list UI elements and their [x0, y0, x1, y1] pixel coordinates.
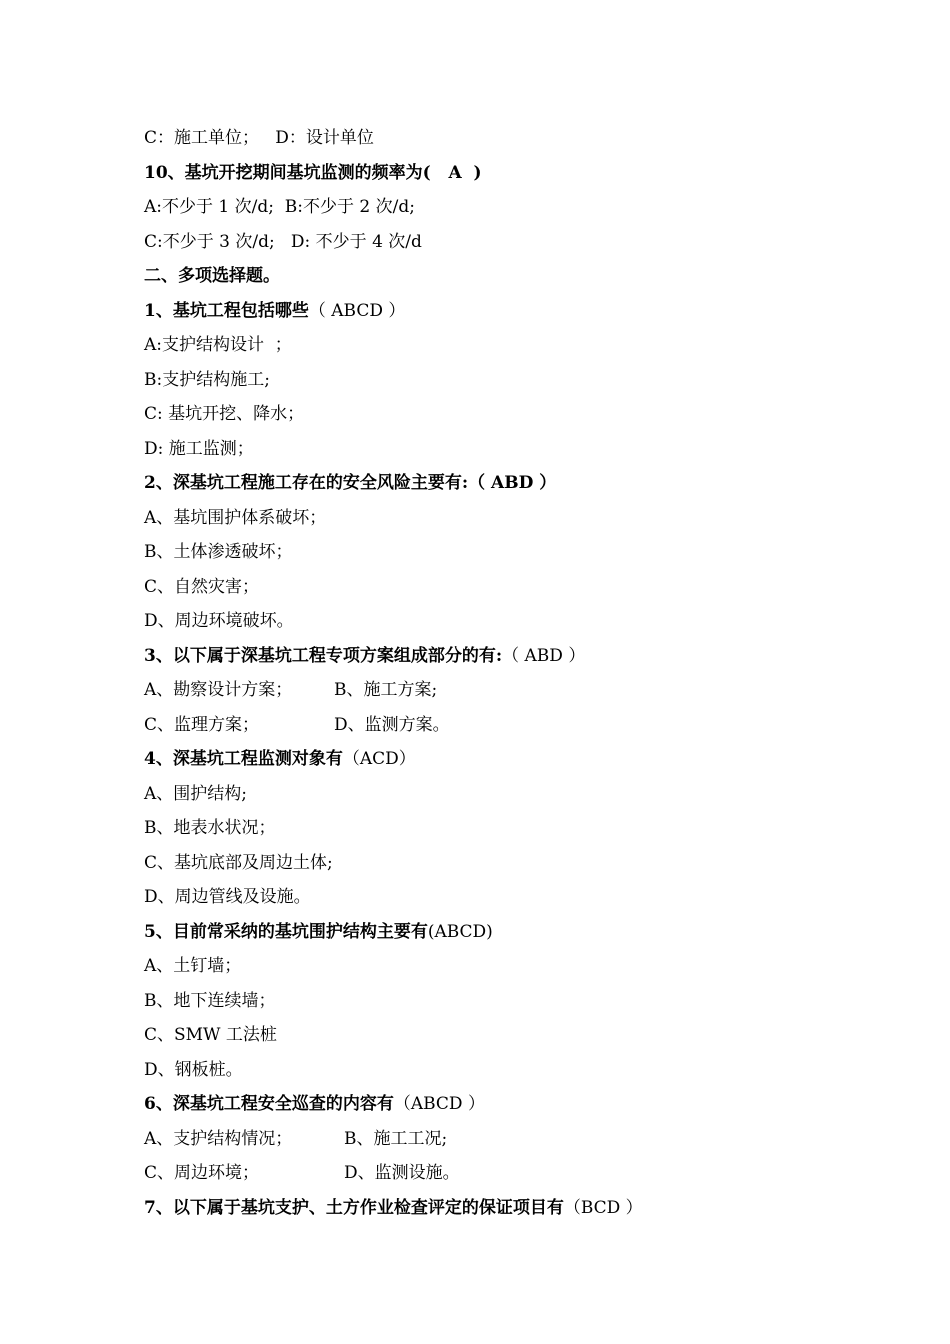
line-text: D、周边管线及设施。	[144, 887, 311, 907]
line-text: C、自然灾害；	[144, 576, 260, 597]
option-line	[144, 535, 844, 570]
question-line	[144, 259, 844, 294]
question-line	[144, 466, 844, 501]
answer-text: （ ABCD ）	[308, 300, 406, 321]
line-text: A、土钉墙；	[144, 956, 242, 976]
line-text: C：施工单位； D：设计单位	[144, 128, 374, 148]
option-line	[144, 949, 844, 984]
line-text: B、地表水状况；	[144, 818, 276, 838]
option-line	[144, 604, 844, 639]
option-line	[144, 673, 844, 708]
answer-text: （ ABD ）	[502, 645, 586, 666]
question-line	[144, 915, 844, 950]
question-line	[144, 639, 844, 674]
option-line	[144, 1156, 844, 1191]
option-line	[144, 190, 844, 225]
line-text: C、周边环境；	[144, 1163, 260, 1183]
answer-text: （BCD ）	[563, 1197, 643, 1218]
option-line	[144, 880, 844, 915]
line-text: C、监理方案；	[144, 714, 260, 735]
line-text: D、钢板桩。	[144, 1059, 243, 1080]
line-text: A、支护结构情况；	[144, 1128, 293, 1149]
line-text: B:支护结构施工;	[144, 369, 270, 390]
line-text: D: 施工监测；	[144, 438, 254, 459]
answer-text: (ABCD)	[427, 921, 493, 942]
line-text-col2: B、施工方案;	[334, 680, 438, 700]
line-text-col2: D、监测设施。	[344, 1163, 460, 1183]
line-text: 10、基坑开挖期间基坑监测的频率为( A )	[144, 162, 482, 183]
line-text: B、地下连续墙；	[144, 990, 276, 1011]
option-line	[144, 397, 844, 432]
question-line	[144, 156, 844, 191]
option-line	[144, 846, 844, 881]
line-text: C:不少于 3 次/d; D: 不少于 4 次/d	[144, 231, 422, 252]
option-line	[144, 1018, 844, 1053]
option-line	[144, 501, 844, 536]
line-text: 3、以下属于深基坑工程专项方案组成部分的有:	[144, 645, 503, 666]
question-line	[144, 742, 844, 777]
option-line	[144, 811, 844, 846]
option-line	[144, 432, 844, 467]
line-text: 1、基坑工程包括哪些	[144, 300, 309, 321]
line-text: C、SMW 工法桩	[144, 1025, 277, 1045]
option-line	[144, 777, 844, 812]
question-line	[144, 1191, 844, 1226]
line-text: B、土体渗透破坏；	[144, 542, 293, 562]
line-text-col2: D、监测方案。	[334, 714, 450, 735]
line-text: 2、深基坑工程施工存在的安全风险主要有:（ ABD ）	[144, 473, 557, 493]
option-line	[144, 1122, 844, 1157]
answer-text: （ABCD ）	[393, 1094, 485, 1114]
line-text-col2: B、施工工况;	[344, 1128, 448, 1149]
line-text: A、围护结构;	[144, 783, 248, 804]
option-line	[144, 570, 844, 605]
line-text: A:不少于 1 次/d; B:不少于 2 次/d;	[144, 197, 415, 217]
option-line	[144, 708, 844, 743]
line-text: A、基坑围护体系破坏；	[144, 507, 327, 528]
line-text: A:支护结构设计 ；	[144, 335, 292, 355]
document-body	[144, 121, 844, 1225]
line-text: A、勘察设计方案；	[144, 680, 293, 700]
line-text: 6、深基坑工程安全巡查的内容有	[144, 1094, 394, 1114]
line-text: 7、以下属于基坑支护、土方作业检查评定的保证项目有	[144, 1197, 564, 1218]
line-text: C、基坑底部及周边土体;	[144, 852, 333, 873]
line-text: D、周边环境破坏。	[144, 611, 294, 631]
question-line	[144, 294, 844, 329]
line-text: 4、深基坑工程监测对象有	[144, 749, 343, 769]
option-line	[144, 121, 844, 156]
option-line	[144, 225, 844, 260]
line-text: 二、多项选择题。	[144, 266, 280, 286]
option-line	[144, 984, 844, 1019]
option-line	[144, 363, 844, 398]
line-text: 5、目前常采纳的基坑围护结构主要有	[144, 921, 428, 942]
line-text: C: 基坑开挖、降水；	[144, 404, 305, 424]
option-line	[144, 1053, 844, 1088]
answer-text: （ACD）	[342, 749, 416, 769]
option-line	[144, 328, 844, 363]
question-line	[144, 1087, 844, 1122]
